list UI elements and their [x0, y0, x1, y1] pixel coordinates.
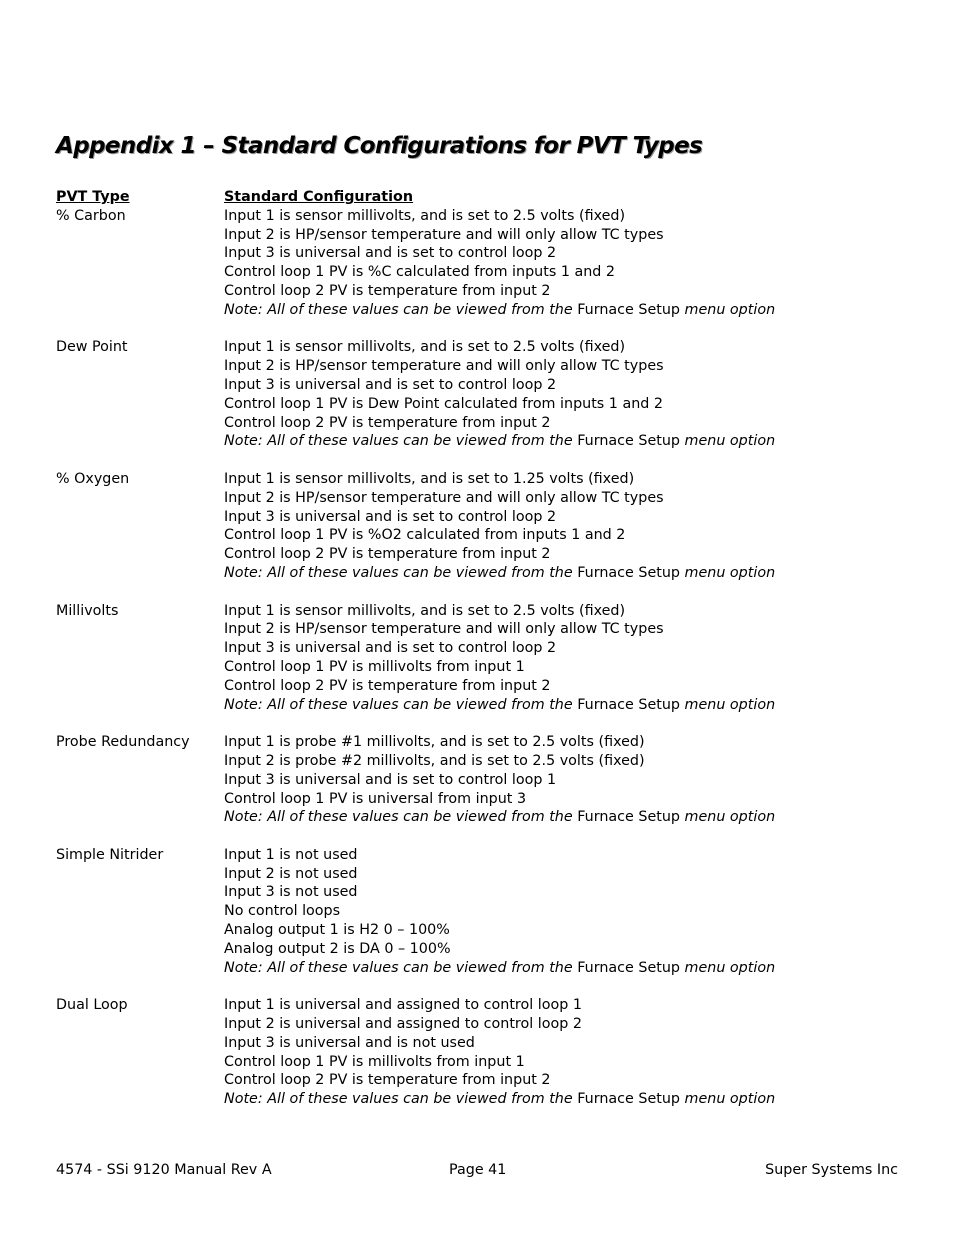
configuration-line: Control loop 2 PV is temperature from input 2: [224, 1072, 551, 1089]
configuration-line: Control loop 1 PV is %C calculated from inputs 1 and 2: [224, 264, 616, 281]
configuration-table: [56, 188, 916, 1128]
configuration-line: Input 1 is sensor millivolts, and is set to 2.5 volts (fixed): [224, 602, 626, 619]
configuration-line: Input 1 is not used: [224, 846, 358, 863]
note-text-italic: Note: All of these values can be viewed from the: [224, 1091, 573, 1108]
pvt-section: [56, 207, 916, 320]
configuration-lines: [224, 470, 916, 583]
configuration-line: Input 1 is sensor millivolts, and is set to 2.5 volts (fixed): [224, 207, 626, 224]
footer-document-id: 4574 - SSi 9120 Manual Rev A: [56, 1162, 272, 1178]
configuration-line: Input 2 is HP/sensor temperature and will only allow TC types: [224, 489, 664, 506]
configuration-line: Analog output 2 is DA 0 – 100%: [224, 940, 451, 957]
table-header-row: [56, 188, 916, 207]
configuration-line: Control loop 2 PV is temperature from input 2: [224, 282, 551, 299]
configuration-note: [224, 301, 916, 320]
pvt-type-label: Millivolts: [56, 602, 119, 619]
configuration-line: Input 3 is universal and is not used: [224, 1034, 475, 1051]
configuration-lines: [224, 338, 916, 451]
note-text-italic: Note: All of these values can be viewed from the: [224, 433, 573, 450]
note-text-italic-end: menu option: [684, 433, 776, 450]
configuration-line: Control loop 2 PV is temperature from input 2: [224, 414, 551, 431]
page-title: Appendix 1 – Standard Configurations for PVT Types: [56, 133, 703, 159]
note-menu-name: Furnace Setup: [577, 959, 680, 976]
pvt-section: [56, 846, 916, 978]
pvt-type-label: Dew Point: [56, 339, 128, 356]
configuration-line: Input 3 is not used: [224, 884, 358, 901]
note-text-italic: Note: All of these values can be viewed from the: [224, 301, 573, 318]
configuration-line: Input 3 is universal and is set to control loop 2: [224, 245, 557, 262]
configuration-line: Input 3 is universal and is set to control loop 2: [224, 508, 557, 525]
configuration-line: Control loop 1 PV is Dew Point calculated from inputs 1 and 2: [224, 395, 663, 412]
sections-container: [56, 207, 916, 1109]
note-menu-name: Furnace Setup: [577, 1091, 680, 1108]
configuration-line: Input 2 is HP/sensor temperature and will only allow TC types: [224, 226, 664, 243]
note-text-italic-end: menu option: [684, 1091, 776, 1108]
note-text-italic-end: menu option: [684, 301, 776, 318]
note-text-italic-end: menu option: [684, 959, 776, 976]
pvt-section: [56, 733, 916, 827]
configuration-lines: [224, 996, 916, 1109]
footer-company: Super Systems Inc: [765, 1162, 898, 1178]
note-menu-name: Furnace Setup: [577, 301, 680, 318]
configuration-note: [224, 432, 916, 451]
note-text-italic: Note: All of these values can be viewed from the: [224, 696, 573, 713]
note-text-italic-end: menu option: [684, 696, 776, 713]
configuration-line: Control loop 1 PV is millivolts from input 1: [224, 1053, 525, 1070]
configuration-note: [224, 959, 916, 978]
pvt-type-label: Simple Nitrider: [56, 846, 164, 863]
configuration-line: Input 3 is universal and is set to control loop 1: [224, 771, 557, 788]
footer-page-number: Page 41: [449, 1162, 507, 1178]
configuration-lines: [224, 846, 916, 978]
configuration-line: Control loop 2 PV is temperature from input 2: [224, 546, 551, 563]
configuration-line: Input 3 is universal and is set to control loop 2: [224, 376, 557, 393]
configuration-note: [224, 696, 916, 715]
configuration-line: Input 2 is probe #2 millivolts, and is set to 2.5 volts (fixed): [224, 752, 645, 769]
pvt-section: [56, 338, 916, 451]
note-menu-name: Furnace Setup: [577, 809, 680, 826]
configuration-line: Input 1 is universal and assigned to control loop 1: [224, 997, 582, 1014]
pvt-type-label: % Carbon: [56, 207, 126, 224]
configuration-lines: [224, 602, 916, 715]
page-footer: [56, 1160, 898, 1180]
configuration-line: Input 2 is HP/sensor temperature and will only allow TC types: [224, 358, 664, 375]
note-menu-name: Furnace Setup: [577, 433, 680, 450]
pvt-section: [56, 996, 916, 1109]
configuration-line: Control loop 1 PV is %O2 calculated from inputs 1 and 2: [224, 527, 626, 544]
pvt-type-header: PVT Type: [56, 189, 130, 205]
configuration-lines: [224, 733, 916, 827]
pvt-type-label: % Oxygen: [56, 470, 130, 487]
configuration-line: Control loop 2 PV is temperature from input 2: [224, 677, 551, 694]
configuration-line: Input 1 is sensor millivolts, and is set to 1.25 volts (fixed): [224, 470, 635, 487]
note-text-italic: Note: All of these values can be viewed from the: [224, 564, 573, 581]
configuration-line: Input 1 is probe #1 millivolts, and is set to 2.5 volts (fixed): [224, 734, 645, 751]
configuration-line: No control loops: [224, 903, 341, 920]
note-text-italic: Note: All of these values can be viewed from the: [224, 959, 573, 976]
configuration-line: Control loop 1 PV is universal from input 3: [224, 790, 527, 807]
pvt-section: [56, 602, 916, 715]
configuration-note: [224, 808, 916, 827]
note-text-italic-end: menu option: [684, 564, 776, 581]
configuration-line: Input 3 is universal and is set to control loop 2: [224, 640, 557, 657]
configuration-note: [224, 564, 916, 583]
pvt-section: [56, 470, 916, 583]
configuration-line: Analog output 1 is H2 0 – 100%: [224, 922, 450, 939]
pvt-type-label: Probe Redundancy: [56, 734, 190, 751]
configuration-line: Control loop 1 PV is millivolts from input 1: [224, 658, 525, 675]
note-text-italic-end: menu option: [684, 809, 776, 826]
pvt-type-label: Dual Loop: [56, 997, 128, 1014]
note-menu-name: Furnace Setup: [577, 564, 680, 581]
note-text-italic: Note: All of these values can be viewed from the: [224, 809, 573, 826]
configuration-note: [224, 1090, 916, 1109]
configuration-line: Input 2 is universal and assigned to control loop 2: [224, 1016, 582, 1033]
configuration-line: Input 2 is not used: [224, 865, 358, 882]
note-menu-name: Furnace Setup: [577, 696, 680, 713]
configuration-line: Input 2 is HP/sensor temperature and will only allow TC types: [224, 621, 664, 638]
configuration-lines: [224, 207, 916, 320]
standard-configuration-header: Standard Configuration: [224, 189, 414, 205]
configuration-line: Input 1 is sensor millivolts, and is set to 2.5 volts (fixed): [224, 339, 626, 356]
